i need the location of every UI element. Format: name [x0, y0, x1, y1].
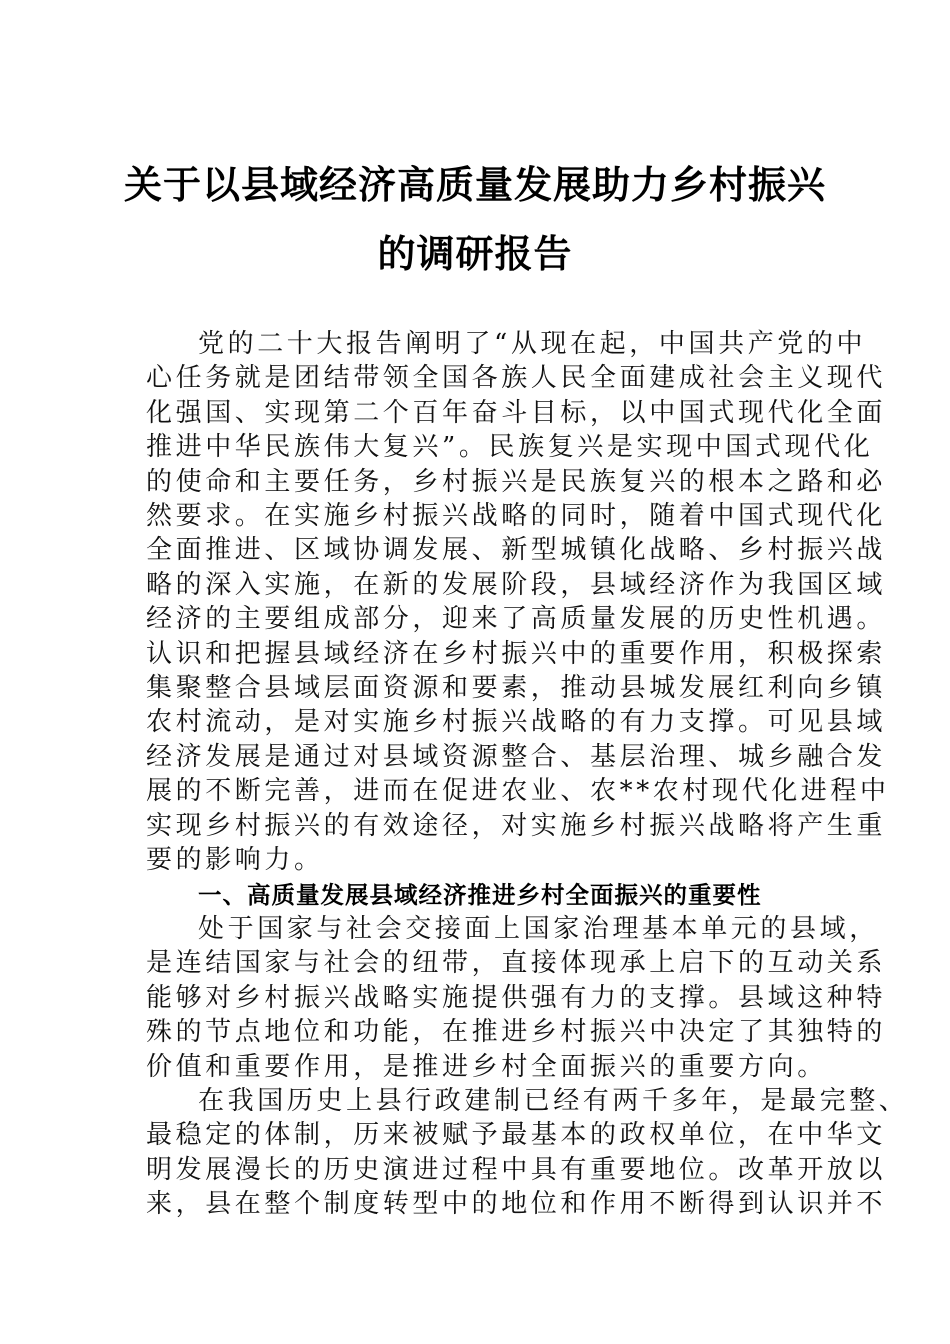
- paragraph-county-role: [146, 912, 887, 1084]
- text-line: 要的影响力。: [146, 845, 324, 876]
- text-line: 认识和把握县域经济在乡村振兴中的重要作用，积极探索: [146, 638, 887, 669]
- text-line: 处于国家与社会交接面上国家治理基本单元的县域，: [198, 913, 879, 944]
- text-line: 最稳定的体制，历来被赋予最基本的政权单位，在中华文: [146, 1120, 887, 1151]
- text-line: 经济的主要组成部分，迎来了高质量发展的历史性机遇。: [146, 604, 887, 635]
- text-line: 是连结国家与社会的纽带，直接体现承上启下的互动关系: [146, 948, 887, 979]
- text-line: 价值和重要作用，是推进乡村全面振兴的重要方向。: [146, 1051, 827, 1082]
- text-line: 推进中华民族伟大复兴”。民族复兴是实现中国式现代化: [146, 432, 874, 463]
- document-title-line-1: 关于以县域经济高质量发展助力乡村振兴: [123, 162, 826, 207]
- text-line: 展的不断完善，进而在促进农业、农**农村现代化进程中: [146, 776, 890, 807]
- text-line: 略的深入实施，在新的发展阶段，县域经济作为我国区域: [146, 569, 887, 600]
- text-line: 实现乡村振兴的有效途径，对实施乡村振兴战略将产生重: [146, 810, 887, 841]
- text-line: 然要求。在实施乡村振兴战略的同时，随着中国式现代化: [146, 501, 887, 532]
- paragraph-county-history: [146, 1084, 909, 1222]
- text-line: 在我国历史上县行政建制已经有两千多年，是最完整、: [198, 1085, 909, 1116]
- text-line: 农村流动，是对实施乡村振兴战略的有力支撑。可见县域: [146, 707, 887, 738]
- text-line: 集聚整合县域层面资源和要素，推动县城发展红利向乡镇: [146, 673, 887, 704]
- text-line: 殊的节点地位和功能，在推进乡村振兴中决定了其独特的: [146, 1017, 887, 1048]
- text-line: 心任务就是团结带领全国各族人民全面建成社会主义现代: [146, 363, 887, 394]
- text-line: 来，县在整个制度转型中的地位和作用不断得到认识并不: [146, 1189, 887, 1220]
- text-line: 明发展漫长的历史演进过程中具有重要地位。改革开放以: [146, 1154, 887, 1185]
- text-line: 的使命和主要任务，乡村振兴是民族复兴的根本之路和必: [146, 466, 887, 497]
- document-body: [146, 327, 909, 1222]
- section-heading-1: 一、高质量发展县域经济推进乡村全面振兴的重要性: [198, 880, 762, 909]
- text-line: 能够对乡村振兴战略实施提供强有力的支撑。县域这种特: [146, 982, 887, 1013]
- text-line: 党的二十大报告阐明了“从现在起，中国共产党的中: [198, 329, 867, 359]
- text-line: 化强国、实现第二个百年奋斗目标，以中国式现代化全面: [146, 397, 887, 428]
- paragraph-intro: [146, 327, 890, 878]
- text-line: 全面推进、区域协调发展、新型城镇化战略、乡村振兴战: [146, 535, 887, 566]
- document-title-line-2: 的调研报告: [377, 231, 573, 276]
- text-line: 经济发展是通过对县域资源整合、基层治理、城乡融合发: [146, 741, 887, 772]
